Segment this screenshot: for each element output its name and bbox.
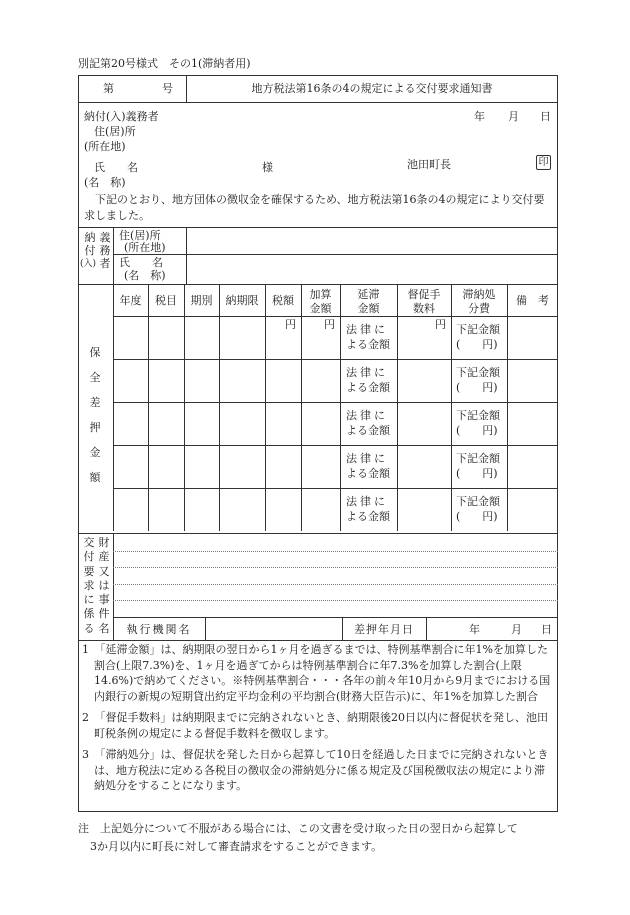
property-side-label-b: 財 産 又 は 事 件 名 bbox=[98, 536, 110, 635]
below-amount-paren: ( 円) bbox=[456, 510, 498, 523]
obligor-side-label-a: 納 付 bbox=[84, 231, 96, 257]
law-amount-label: 法律に bbox=[346, 495, 388, 508]
intro-text: 下記のとおり、地方団体の徴収金を確保するため、地方税法第16条の4の規定により交付要求しました。 bbox=[84, 193, 545, 222]
law-amount-label: 法律に bbox=[346, 452, 388, 465]
column-header: 税目 bbox=[155, 294, 177, 307]
note-1: 1 「延滞金額」は、納期限の翌日から1ヶ月を過ぎるまでは、特例基準割合に年1%を加算した割合(上限7.3%)を、1ヶ月を過ぎてからは特例基準割合に年7.3%を加算した割合(上限14.6%)で納めてください。※特例基準割合・・・各年の前々年10月から9月までにおける国内銀行の新規の短期貸出約定平均金利の平均割合(財務大臣告示)に、年1%を加算した割合 bbox=[82, 643, 551, 703]
column-header: 納期限 bbox=[225, 294, 259, 307]
law-amount-label: よる金額 bbox=[346, 467, 390, 480]
column-header: 督促手 数料 bbox=[407, 288, 441, 315]
footnote-line1: 注 上記処分について不服がある場合には、この文書を受け取った日の翌日から起算して bbox=[78, 822, 518, 835]
below-amount-paren: ( 円) bbox=[456, 381, 498, 394]
column-header: 年度 bbox=[119, 294, 142, 307]
below-amount-label: 下記金額 bbox=[456, 495, 500, 508]
below-amount-paren: ( 円) bbox=[456, 467, 498, 480]
below-amount-label: 下記金額 bbox=[456, 323, 500, 336]
law-amount-label: 法律に bbox=[346, 409, 388, 422]
below-amount-label: 下記金額 bbox=[456, 452, 500, 465]
date-month: 月 bbox=[508, 110, 519, 123]
seal-icon: 印 bbox=[536, 155, 551, 170]
column-header: 加算 金額 bbox=[309, 288, 332, 315]
exec-agency-label: 執行機関名 bbox=[126, 623, 192, 636]
column-header: 期別 bbox=[190, 294, 213, 307]
form-title: 別記第20号様式 その1(滞納者用) bbox=[78, 57, 251, 70]
table-side-label: 保 全 差 押 金 額 bbox=[89, 346, 101, 484]
unit-yen: 円 bbox=[324, 318, 335, 331]
below-amount-label: 下記金額 bbox=[456, 366, 500, 379]
note-3: 3 「滞納処分」は、督促状を発した日から起算して10日を経過した日までに完納されないときは、地方税法に定める各税目の徴収金の滞納処分に係る規定及び国税徴収法の規定により滞納処分をすることになります。 bbox=[82, 748, 549, 792]
recipient-address-label2: (所在地) bbox=[84, 140, 126, 153]
below-amount-paren: ( 円) bbox=[456, 338, 498, 351]
number-label: 第 bbox=[103, 82, 114, 95]
law-amount-label: 法律に bbox=[346, 323, 388, 336]
below-amount-label: 下記金額 bbox=[456, 409, 500, 422]
notes bbox=[82, 642, 554, 794]
footnote-line2: 3か月以内に町長に対して審査請求をすることができます。 bbox=[90, 840, 383, 853]
seizure-date-label: 差押年月日 bbox=[354, 623, 414, 636]
issuer-name: 池田町長 bbox=[407, 158, 451, 171]
law-amount-label: よる金額 bbox=[346, 338, 390, 351]
column-header: 延滞 金額 bbox=[357, 288, 380, 315]
number-suffix: 号 bbox=[162, 82, 173, 95]
recipient-name-label: 氏 名 bbox=[94, 161, 138, 174]
obligor-name-label2: (名 称) bbox=[124, 269, 166, 282]
unit-yen: 円 bbox=[285, 318, 296, 331]
seizure-day: 日 bbox=[541, 623, 552, 636]
column-header: 備 考 bbox=[516, 294, 549, 307]
law-amount-label: よる金額 bbox=[346, 381, 390, 394]
obligor-address-label: 住(居)所 bbox=[119, 229, 161, 242]
recipient-role: 納付(入)義務者 bbox=[84, 110, 159, 123]
unit-yen: 円 bbox=[435, 318, 446, 331]
note-2: 2 「督促手数料」は納期限までに完納されないとき、納期限後20日以内に督促状を発し、池田町税条例の規定による督促手数料を徴収します。 bbox=[82, 711, 549, 740]
notice-title: 地方税法第16条の4の規定による交付要求通知書 bbox=[251, 82, 493, 95]
seizure-month: 月 bbox=[511, 623, 522, 636]
column-header: 滞納処 分費 bbox=[462, 288, 496, 315]
obligor-side-paren: (入) bbox=[80, 259, 97, 269]
seizure-year: 年 bbox=[469, 623, 480, 636]
obligor-address-label2: (所在地) bbox=[124, 241, 166, 254]
below-amount-paren: ( 円) bbox=[456, 424, 498, 437]
obligor-side-label-b: 義 務 者 bbox=[99, 231, 111, 270]
obligor-name-label: 氏 名 bbox=[119, 256, 163, 269]
column-header: 税額 bbox=[272, 294, 294, 307]
recipient-address-label: 住(居)所 bbox=[94, 125, 136, 138]
law-amount-label: よる金額 bbox=[346, 424, 390, 437]
date-year: 年 bbox=[474, 110, 485, 123]
date-day: 日 bbox=[540, 110, 551, 123]
law-amount-label: 法律に bbox=[346, 366, 388, 379]
property-side-label-a: 交 付 要 求 に 係 る bbox=[83, 536, 95, 635]
law-amount-label: よる金額 bbox=[346, 510, 390, 523]
honorific: 様 bbox=[262, 161, 273, 174]
recipient-name-label2: (名 称) bbox=[84, 176, 126, 189]
